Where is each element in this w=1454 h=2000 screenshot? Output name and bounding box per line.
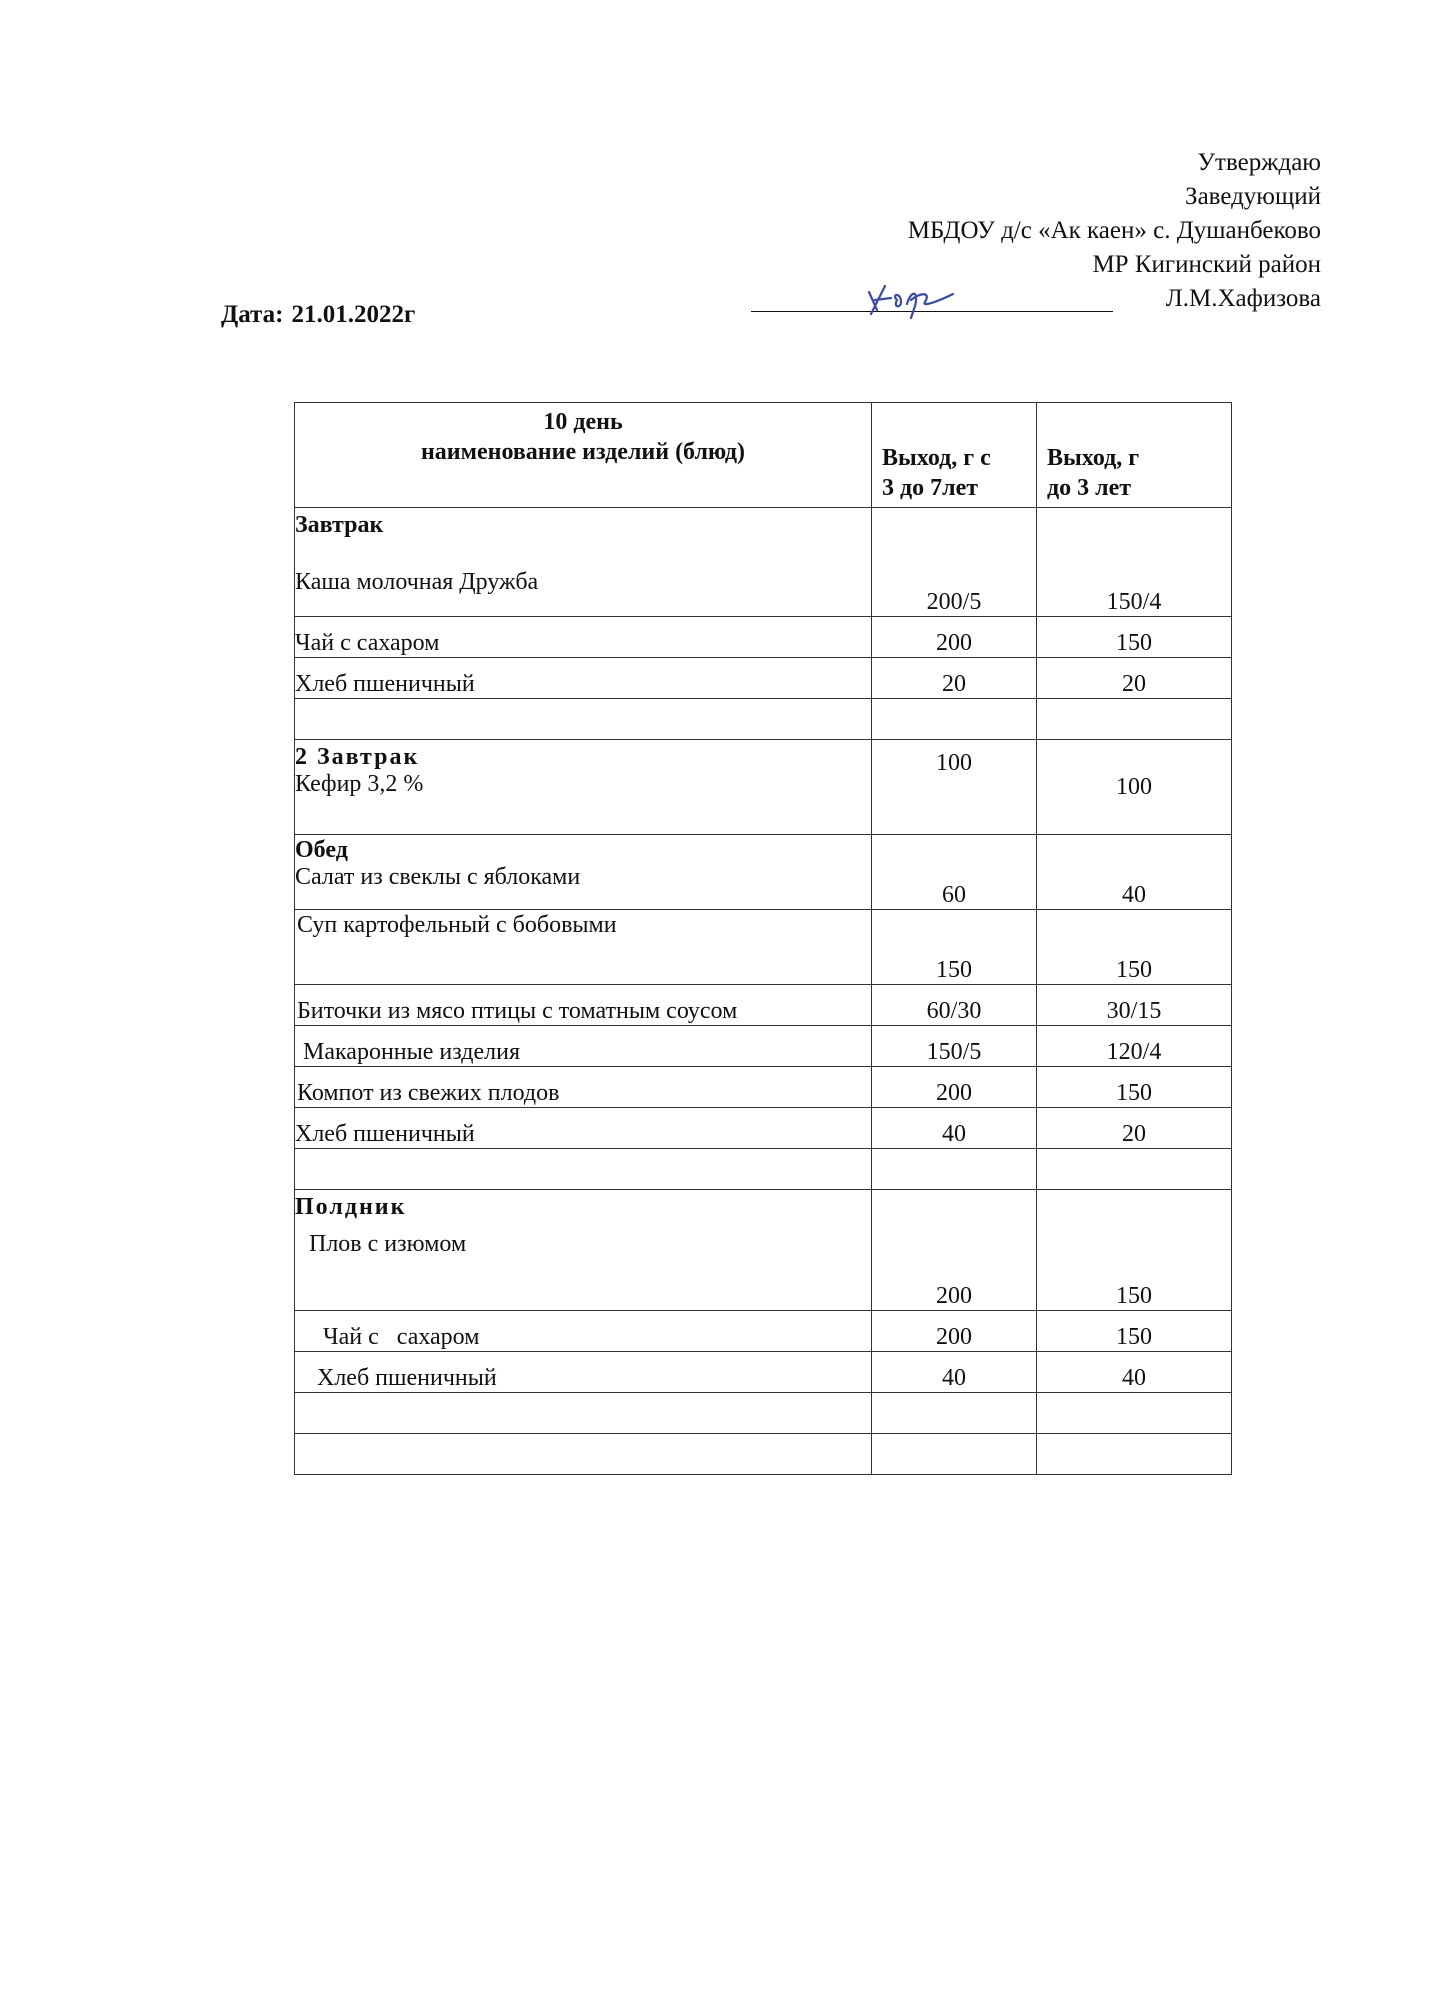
- value-3-7: 150/5: [872, 1026, 1037, 1067]
- value-3-7: 40: [872, 1108, 1037, 1149]
- value-0-3: 20: [1037, 658, 1232, 699]
- dish-cell: [295, 835, 872, 910]
- value-0-3: 150: [1037, 1067, 1232, 1108]
- dish-name: Плов с изюмом: [309, 1231, 467, 1257]
- value-3-7: 200/5: [872, 508, 1037, 617]
- header-dish-name: наименование изделий (блюд): [420, 439, 746, 465]
- empty-row: [295, 1434, 1232, 1475]
- empty-row: [295, 1393, 1232, 1434]
- dish-cell: [295, 1190, 872, 1311]
- value-3-7: 200: [872, 617, 1037, 658]
- value-0-3: 100: [1037, 740, 1232, 835]
- value-0-3: 40: [1037, 835, 1232, 910]
- header-output-3-7-line1: Выход, г с: [882, 445, 991, 471]
- value-0-3: 40: [1037, 1352, 1232, 1393]
- header-day: 10 день: [543, 409, 623, 435]
- date-line: [213, 301, 415, 329]
- header-output-3-7-line2: 3 до 7лет: [882, 475, 979, 501]
- value-3-7: 200: [872, 1067, 1037, 1108]
- empty-row: [295, 699, 1232, 740]
- value-3-7: 200: [872, 1190, 1037, 1311]
- handwritten-signature: [861, 270, 961, 320]
- date-value: 21.01.2022г: [291, 301, 416, 328]
- dish-name: Биточки из мясо птицы с томатным соусом: [295, 985, 872, 1026]
- approval-district: МР Кигинский район: [1092, 251, 1321, 278]
- approval-position: Заведующий: [1185, 183, 1321, 210]
- table-row: [295, 835, 1232, 910]
- value-0-3: 150: [1037, 1311, 1232, 1352]
- value-3-7: 100: [872, 740, 1037, 835]
- date-label: Дата:: [221, 301, 284, 328]
- approval-title: Утверждаю: [1197, 149, 1321, 176]
- value-0-3: 150/4: [1037, 508, 1232, 617]
- table-row: [295, 1108, 1232, 1149]
- signature-row: [761, 282, 1321, 316]
- menu-table: [294, 402, 1232, 1475]
- empty-row: [295, 1149, 1232, 1190]
- header-name-cell: [295, 403, 872, 508]
- table-row: [295, 1067, 1232, 1108]
- dish-name: Чай с сахаром: [295, 617, 872, 658]
- table-row: [295, 1311, 1232, 1352]
- value-0-3: 150: [1037, 910, 1232, 985]
- value-3-7: 40: [872, 1352, 1037, 1393]
- table-row: [295, 740, 1232, 835]
- table-row: [295, 1352, 1232, 1393]
- section-title-breakfast: Завтрак: [295, 512, 384, 538]
- dish-name: Хлеб пшеничный: [295, 1352, 872, 1393]
- table-header-row: [295, 403, 1232, 508]
- dish-name: Компот из свежих плодов: [295, 1067, 872, 1108]
- table-row: [295, 617, 1232, 658]
- header-output-0-3-line2: до 3 лет: [1047, 475, 1132, 501]
- table-row: [295, 1190, 1232, 1311]
- approval-block: [761, 146, 1321, 316]
- dish-name: Хлеб пшеничный: [295, 658, 872, 699]
- value-3-7: 20: [872, 658, 1037, 699]
- value-0-3: 150: [1037, 617, 1232, 658]
- value-3-7: 60/30: [872, 985, 1037, 1026]
- dish-cell: [295, 508, 872, 617]
- approval-organization: МБДОУ д/с «Ак каен» с. Душанбеково: [907, 217, 1321, 244]
- dish-name: Суп картофельный с бобовыми: [295, 910, 872, 985]
- dish-name: Каша молочная Дружба: [295, 569, 539, 595]
- dish-name: Кефир 3,2 %: [295, 771, 424, 797]
- table-row: [295, 658, 1232, 699]
- value-3-7: 60: [872, 835, 1037, 910]
- dish-name: Чай с сахаром: [295, 1311, 872, 1352]
- value-0-3: 30/15: [1037, 985, 1232, 1026]
- dish-cell: [295, 740, 872, 835]
- value-3-7: 150: [872, 910, 1037, 985]
- header-output-3-7: [872, 403, 1037, 508]
- dish-name: Макаронные изделия: [295, 1026, 872, 1067]
- header-output-0-3: [1037, 403, 1232, 508]
- table-row: [295, 985, 1232, 1026]
- signature-name: Л.М.Хафизова: [1165, 285, 1321, 312]
- header-output-0-3-line1: Выход, г: [1047, 445, 1140, 471]
- table-row: [295, 1026, 1232, 1067]
- value-0-3: 150: [1037, 1190, 1232, 1311]
- section-title-snack: Полдник: [295, 1194, 407, 1220]
- table-row: [295, 508, 1232, 617]
- value-0-3: 20: [1037, 1108, 1232, 1149]
- value-3-7: 200: [872, 1311, 1037, 1352]
- section-title-lunch: Обед: [295, 837, 348, 863]
- value-0-3: 120/4: [1037, 1026, 1232, 1067]
- dish-name: Хлеб пшеничный: [295, 1108, 872, 1149]
- table-row: [295, 910, 1232, 985]
- section-title-second-breakfast: 2 Завтрак: [295, 744, 420, 770]
- dish-name: Салат из свеклы с яблоками: [295, 864, 581, 890]
